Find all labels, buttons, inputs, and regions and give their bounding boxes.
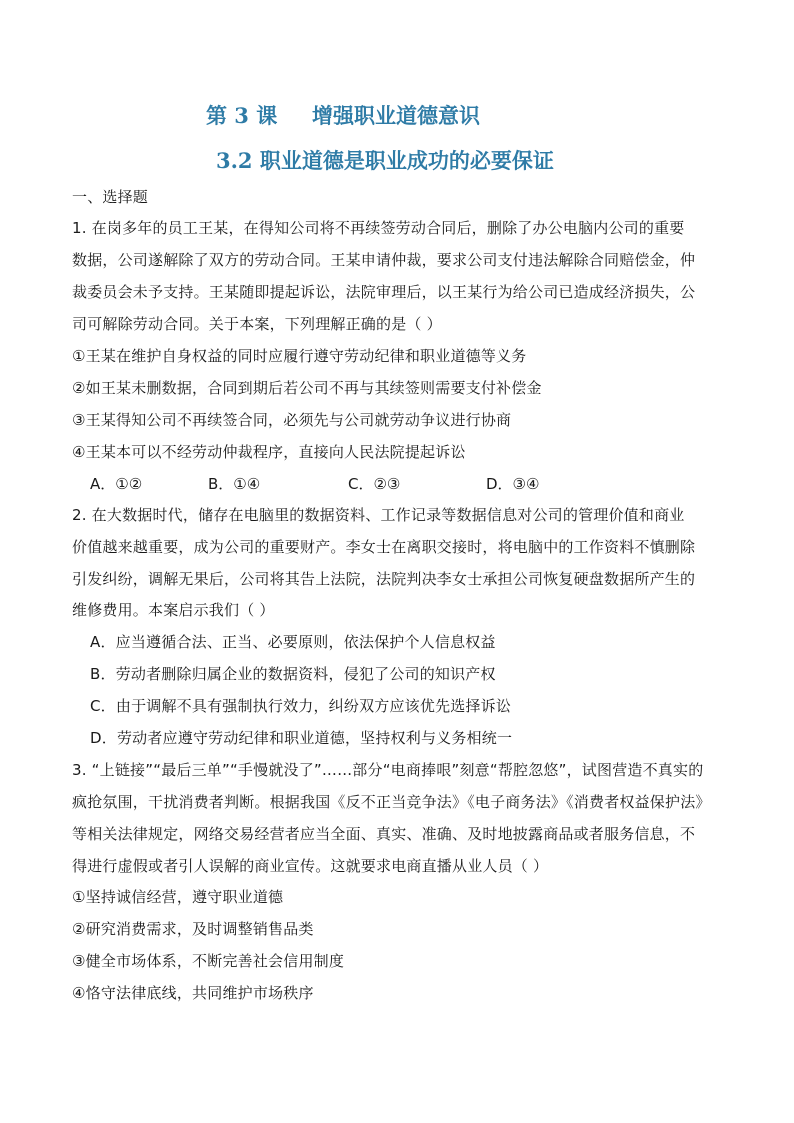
chapter-number: 第 3 课 — [206, 103, 278, 128]
q1-statement: ④王某本可以不经劳动仲裁程序，直接向人民法院提起诉讼 — [72, 443, 466, 461]
q1-statement: ③王某得知公司不再续签合同，必须先与公司就劳动争议进行协商 — [72, 411, 512, 429]
q1-option-c[interactable]: C．②③ — [348, 475, 401, 493]
q2-stem-line: 2. 在大数据时代，储存在电脑里的数据资料、工作记录等数据信息对公司的管理价值和商业 — [72, 506, 685, 524]
q2-stem-line: 价值越来越重要，成为公司的重要财产。李女士在离职交接时，将电脑中的工作资料不慎删除 — [72, 538, 696, 556]
q1-option-b[interactable]: B．①④ — [208, 475, 261, 493]
q2-stem-line: 维修费用。本案启示我们（ ） — [72, 601, 275, 619]
q2-option-d[interactable]: D．劳动者应遵守劳动纪律和职业道德，坚持权利与义务相统一 — [90, 729, 513, 747]
section-heading: 一、选择题 — [72, 188, 149, 206]
q1-statement: ①王某在维护自身权益的同时应履行遵守劳动纪律和职业道德等义务 — [72, 347, 527, 365]
q3-statement: ①坚持诚信经营，遵守职业道德 — [72, 888, 284, 906]
q1-stem-line: 裁委员会未予支持。王某随即提起诉讼，法院审理后，以王某行为给公司已造成经济损失，公 — [72, 283, 696, 301]
q1-option-d[interactable]: D．③④ — [486, 475, 540, 493]
q2-stem-line: 引发纠纷，调解无果后，公司将其告上法院，法院判决李女士承担公司恢复硬盘数据所产生的 — [72, 570, 696, 588]
q1-stem-line: 司可解除劳动合同。关于本案，下列理解正确的是（ ） — [72, 315, 442, 333]
q2-option-c[interactable]: C．由于调解不具有强制执行效力，纠纷双方应该优先选择诉讼 — [90, 697, 512, 715]
q3-statement: ②研究消费需求，及时调整销售品类 — [72, 920, 314, 938]
q3-statement: ④恪守法律底线，共同维护市场秩序 — [72, 984, 314, 1002]
chapter-name: 增强职业道德意识 — [312, 103, 480, 128]
q1-statement: ②如王某未删数据，合同到期后若公司不再与其续签则需要支付补偿金 — [72, 379, 542, 397]
q3-stem-line: 得进行虚假或者引人误解的商业宣传。这就要求电商直播从业人员（ ） — [72, 857, 549, 875]
q2-option-a[interactable]: A．应当遵循合法、正当、必要原则，依法保护个人信息权益 — [90, 633, 496, 651]
q1-option-a[interactable]: A．①② — [90, 475, 143, 493]
q1-stem-line: 数据，公司遂解除了双方的劳动合同。王某申请仲裁，要求公司支付违法解除合同赔偿金，仲 — [72, 251, 696, 269]
q3-stem-line: 等相关法律规定，网络交易经营者应当全面、真实、准确、及时地披露商品或者服务信息，不 — [72, 825, 696, 843]
q3-stem-line: 疯抢氛围，干扰消费者判断。根据我国《反不正当竞争法》《电子商务法》《消费者权益保护法》 — [72, 793, 711, 811]
section-subtitle: 3.2 职业道德是职业成功的必要保证 — [216, 148, 554, 173]
q3-stem-line: 3. “上链接”“最后三单”“手慢就没了”……部分“电商捧哏”刻意“帮腔忽悠”，试图营造不真实的 — [72, 761, 704, 779]
q2-option-b[interactable]: B．劳动者删除归属企业的数据资料，侵犯了公司的知识产权 — [90, 665, 496, 683]
q1-stem-line: 1. 在岗多年的员工王某，在得知公司将不再续签劳动合同后，删除了办公电脑内公司的重要 — [72, 219, 685, 237]
q3-statement: ③健全市场体系，不断完善社会信用制度 — [72, 952, 345, 970]
